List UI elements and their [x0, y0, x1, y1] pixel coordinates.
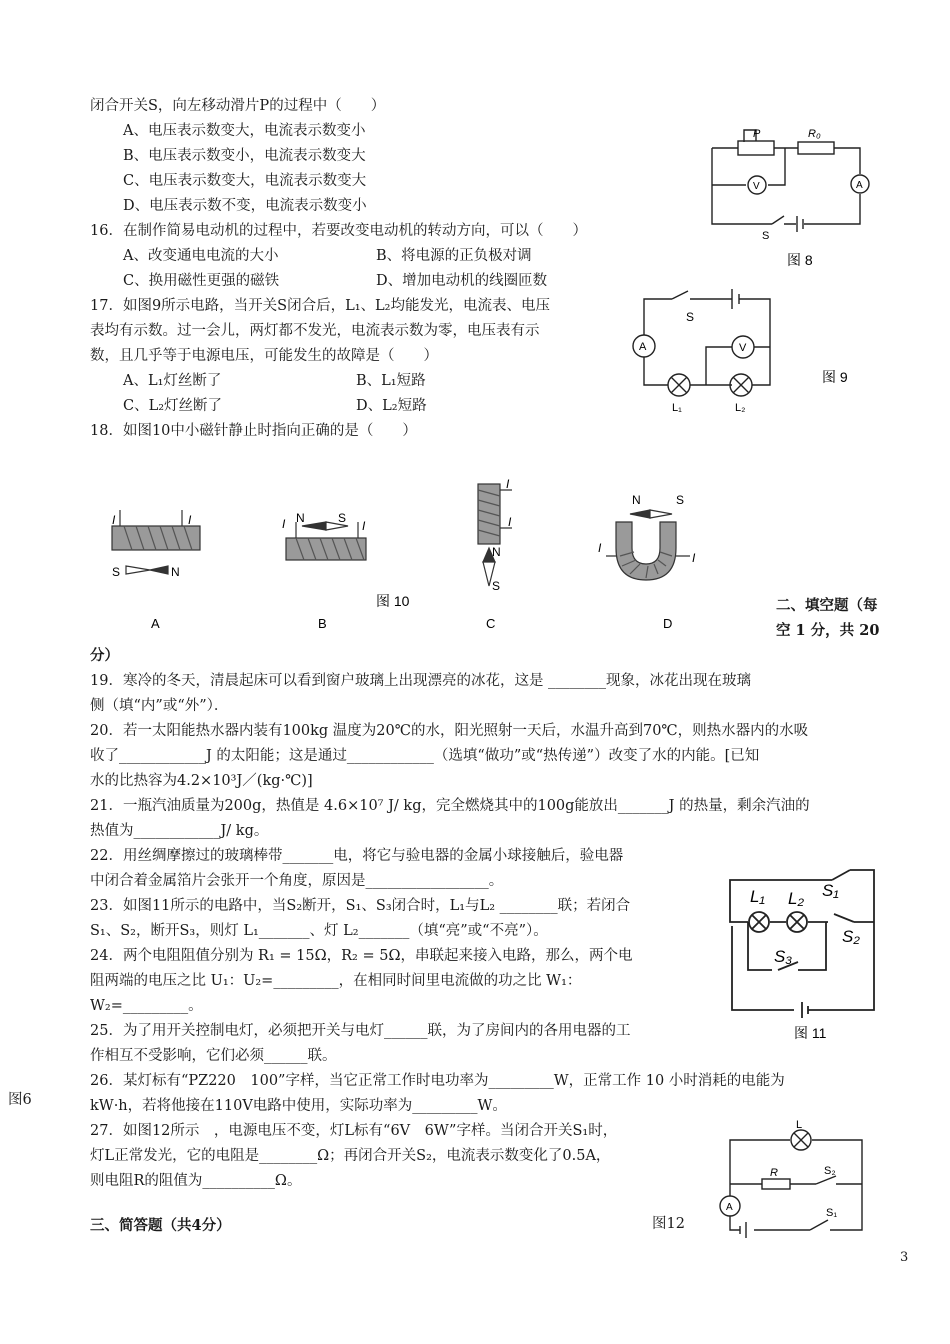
q16-option-a: A、改变通电电流的大小 [123, 248, 279, 264]
q24-line-3: W₂=_________。 [90, 998, 203, 1014]
q17-line-3: 数，且几乎等于电源电压，可能发生的故障是（ ） [90, 348, 438, 364]
fig9-voltmeter-label: V [739, 342, 747, 354]
q24-line-1: 24．两个电阻阻值分别为 R₁ = 15Ω，R₂ = 5Ω，串联起来接入电路，那么，两个电 [90, 948, 633, 964]
fig10-a-needle-s: S [112, 565, 121, 579]
fig10-a-needle-n: N [171, 565, 180, 579]
fig10-a-current-right: I [188, 513, 192, 527]
section-2-heading-line-2: 空 1 分，共 20 [776, 622, 880, 639]
fig8-p-label: P [753, 128, 761, 140]
q27-line-2: 灯L正常发光，它的电阻是________Ω；再闭合开关S₂，电流表示数变化了0.5A， [90, 1148, 611, 1164]
q15-stem: 闭合开关S，向左移动滑片P的过程中（ ） [90, 98, 386, 114]
q16-option-b: B、将电源的正负极对调 [376, 248, 532, 264]
q20-line-2: 收了____________J 的太阳能；这是通过____________（选填“做功”或“热传递”）改变了水的内能。[已知 [90, 748, 760, 764]
page-number: 3 [900, 1250, 909, 1265]
figure-10-magnets [100, 476, 740, 636]
q25-line-1: 25．为了用开关控制电灯，必须把开关与电灯______联，为了房间内的各用电器的工 [90, 1023, 631, 1039]
fig10-c-current-bottom: I [508, 515, 512, 529]
q26-line-2: kW·h，若将他接在110V电路中使用，实际功率为_________W。 [90, 1098, 507, 1114]
fig10-c-current-top: I [506, 477, 510, 491]
fig9-l1-label: L₁ [672, 402, 682, 414]
fig10-d-needle-n: N [632, 493, 641, 507]
fig8-voltmeter-label: V [753, 181, 760, 192]
q21-line-2: 热值为____________J/ kg。 [90, 823, 269, 839]
q23-line-2: S₁、S₂，断开S₃，则灯 L₁_______、灯 L₂_______（填“亮”或“不亮”）。 [90, 923, 548, 939]
q15-option-d: D、电压表示数不变，电流表示数变小 [123, 198, 367, 214]
q18-stem: 18．如图10中小磁针静止时指向正确的是（ ） [90, 423, 417, 439]
figure-9-circuit [620, 285, 870, 425]
fig10-b-needle-s: S [338, 511, 347, 525]
figure-11-circuit [722, 866, 892, 1046]
fig12-l-label: L [796, 1119, 803, 1131]
q25-line-2: 作相互不受影响，它们必须______联。 [90, 1048, 337, 1064]
q15-option-c: C、电压表示数变大，电流表示数变大 [123, 173, 367, 189]
q24-line-2: 阻两端的电压之比 U₁：U₂=_________，在相同时间里电流做的功之比 W₁： [90, 973, 582, 989]
q27-line-3: 则电阻R的阻值为__________Ω。 [90, 1173, 302, 1189]
section-2-heading-line-3: 分） [90, 647, 119, 664]
fig8-caption: 图 8 [787, 252, 813, 268]
q23-line-1: 23．如图11所示的电路中，当S₂断开，S₁、S₃闭合时，L₁与L₂ ________联；若闭合 [90, 898, 631, 914]
fig12-r-label: R [770, 1167, 778, 1179]
fig11-l2-label: L₂ [788, 889, 804, 908]
fig10-label-c: C [486, 616, 496, 631]
q19-line-1: 19．寒冷的冬天，清晨起床可以看到窗户玻璃上出现漂亮的冰花，这是 ________现象，冰花出现在玻璃 [90, 673, 752, 689]
fig10-d-needle-s: S [676, 493, 685, 507]
q17-option-c: C、L₂灯丝断了 [123, 398, 223, 414]
fig10-b-current-right: I [362, 519, 366, 533]
fig8-ammeter-label: A [856, 180, 863, 191]
section-3-heading: 三、简答题（共4分） [90, 1217, 231, 1234]
fig11-s1-label: S₁ [822, 881, 839, 900]
q19-line-2: 侧（填“内”或“外”）． [90, 698, 229, 714]
q16-option-c: C、换用磁性更强的磁铁 [123, 273, 280, 289]
q17-option-a: A、L₁灯丝断了 [123, 373, 222, 389]
fig9-l2-label: L₂ [735, 402, 746, 414]
fig10-caption: 图 10 [376, 593, 410, 609]
q16-stem: 16．在制作简易电动机的过程中，若要改变电动机的转动方向，可以（ ） [90, 223, 587, 239]
fig11-l1-label: L₁ [750, 887, 765, 906]
fig10-b-current-left: I [282, 517, 286, 531]
fig10-d-current-right: I [692, 551, 696, 565]
q17-option-d: D、L₂短路 [356, 398, 427, 414]
q20-line-1: 20．若一太阳能热水器内装有100kg 温度为20℃的水，阳光照射一天后，水温升高到70℃，则热水器内的水吸 [90, 723, 809, 739]
margin-figure-6-label: 图6 [8, 1092, 32, 1108]
fig10-c-needle-n: N [492, 545, 501, 559]
fig10-c-needle-s: S [492, 579, 501, 593]
fig12-s1-label: S₁ [826, 1207, 838, 1219]
figure-12-circuit [712, 1116, 872, 1244]
fig10-label-d: D [663, 616, 673, 631]
q26-line-1: 26．某灯标有“PZ220 100”字样，当它正常工作时电功率为_________W，正常工作 10 小时消耗的电能为 [90, 1073, 785, 1089]
fig11-s3-label: S₃ [774, 947, 793, 966]
q20-line-3: 水的比热容为4.2×10³J／(kg·℃)] [90, 773, 313, 789]
q17-line-2: 表均有示数。过一会儿，两灯都不发光，电流表示数为零，电压表有示 [90, 323, 540, 339]
fig12-s2-label: S₂ [824, 1165, 836, 1177]
q22-line-2: 中闭合着金属箔片会张开一个角度，原因是_________________。 [90, 873, 504, 889]
fig10-label-b: B [318, 616, 327, 631]
section-2-heading-line-1: 二、填空题（每 [776, 597, 878, 614]
q27-line-1: 27．如图12所示 ，电源电压不变，灯L标有“6V 6W”字样。当闭合开关S₁时， [90, 1123, 618, 1139]
fig9-caption: 图 9 [822, 369, 848, 385]
q16-option-d: D、增加电动机的线圈匝数 [376, 273, 548, 289]
fig8-r0-label: R₀ [808, 128, 821, 140]
fig10-b-needle-n: N [296, 511, 305, 525]
fig9-ammeter-label: A [639, 341, 647, 353]
q21-line-1: 21．一瓶汽油质量为200g，热值是 4.6×10⁷ J/ kg，完全燃烧其中的100g能放出_______J 的热量，剩余汽油的 [90, 798, 810, 814]
q17-option-b: B、L₁短路 [356, 373, 426, 389]
fig11-s2-label: S₂ [842, 927, 860, 946]
q15-option-a: A、电压表示数变大，电流表示数变小 [123, 123, 366, 139]
fig10-d-current-left: I [598, 541, 602, 555]
fig11-caption: 图 11 [794, 1025, 827, 1041]
q15-option-b: B、电压表示数变小，电流表示数变大 [123, 148, 366, 164]
q22-line-1: 22．用丝绸摩擦过的玻璃棒带_______电，将它与验电器的金属小球接触后，验电器 [90, 848, 624, 864]
fig8-switch-label: S [762, 230, 770, 242]
fig12-ammeter-label: A [726, 1202, 733, 1213]
fig10-a-current-left: I [112, 513, 116, 527]
fig12-caption: 图12 [652, 1216, 685, 1232]
q17-line-1: 17．如图9所示电路，当开关S闭合后，L₁、L₂均能发光，电流表、电压 [90, 298, 550, 314]
figure-8-circuit [700, 120, 880, 270]
fig10-label-a: A [151, 616, 160, 631]
fig9-switch-label: S [686, 310, 695, 324]
